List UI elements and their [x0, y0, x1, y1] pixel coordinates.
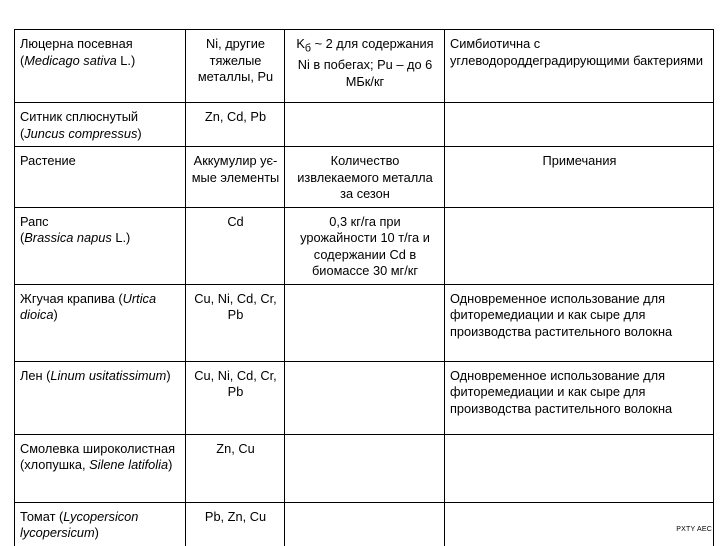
plant-name: Люцерна посевная: [20, 36, 133, 51]
plant-latin-suffix: ): [53, 307, 58, 322]
elements-cell: [186, 30, 285, 103]
table-row: [15, 434, 714, 502]
plant-latin-suffix: L.): [111, 230, 131, 245]
notes-text: Одновременное использование для фиторемедиации и как сыре для производства растительного волокна: [450, 367, 673, 416]
plant-latin: Medicago sativa: [24, 52, 117, 68]
elements-cell: [186, 284, 285, 361]
plant-latin-prefix: (: [20, 52, 25, 68]
plant-cell: [15, 502, 186, 546]
elements-text: Cd: [227, 213, 244, 229]
plant-latin: Brassica napus: [24, 230, 112, 245]
plant-latin-suffix: ): [168, 457, 173, 472]
plant-latin-suffix: ): [94, 525, 99, 540]
table-row: [15, 361, 714, 434]
table-row: [15, 207, 714, 284]
header-notes-cell: [445, 147, 714, 208]
amount-cell: [285, 284, 445, 361]
header-plant: Растение: [20, 153, 76, 168]
table-header-row: [15, 147, 714, 208]
plant-latin-suffix: L.): [116, 52, 136, 68]
amount-cell: [285, 30, 445, 103]
elements-text: Zn, Cu: [216, 440, 255, 456]
plant-latin: Urtica dioica: [20, 290, 157, 322]
elements-cell: [186, 502, 285, 546]
header-elements: Аккумулир ує-мые элементы: [191, 153, 280, 185]
notes-text: Симбиотична с углеводороддеградирующими бактериями: [450, 36, 703, 68]
header-amount: Количество извлекаемого металла за сезон: [297, 153, 433, 201]
notes-cell: [445, 207, 714, 284]
plant-latin-prefix: (: [20, 125, 25, 141]
plant-cell: [15, 207, 186, 284]
plant-name: Жгучая крапива (: [20, 290, 123, 306]
plant-latin-prefix: (: [20, 230, 25, 245]
plant-cell: [15, 103, 186, 147]
table-row: [15, 103, 714, 147]
elements-text: Zn, Cd, Pb: [204, 109, 267, 124]
amount-cell: [285, 434, 445, 502]
notes-cell: [445, 434, 714, 502]
elements-text: Pb, Zn, Cu: [204, 508, 267, 524]
phytoremediation-table: [14, 29, 714, 546]
plant-name: Томат (: [20, 508, 64, 524]
notes-cell: [445, 361, 714, 434]
table-row: [15, 30, 714, 103]
header-notes: Примечания: [542, 153, 617, 168]
notes-text: Одновременное использование для фиторемедиации и как сыре для производства растительного волокна: [450, 290, 673, 339]
plant-latin-suffix: ): [166, 367, 171, 383]
amount-text: ~ 2 для содержания Ni в побегах; Pu – до 6 МБк/кг: [297, 36, 434, 89]
footer-watermark: PXTY AEC: [676, 526, 712, 533]
amount-cell: [285, 103, 445, 147]
plant-latin: Lycopersicon lycopersicum: [20, 508, 139, 540]
elements-cell: [186, 361, 285, 434]
plant-latin-suffix: ): [137, 125, 142, 141]
plant-name: Ситник сплюснутый: [20, 109, 139, 124]
plant-latin: Silene latifolia: [89, 457, 169, 472]
notes-cell: [445, 284, 714, 361]
header-plant-cell: [15, 147, 186, 208]
plant-name: Смолевка широколистная (хлопушка,: [20, 440, 176, 472]
elements-text: Cu, Ni, Cd, Cr, Pb: [194, 367, 277, 399]
amount-cell: [285, 502, 445, 546]
plant-cell: [15, 30, 186, 103]
plant-name: Лен (: [20, 367, 51, 383]
plant-cell: [15, 361, 186, 434]
elements-cell: [186, 434, 285, 502]
header-amount-cell: [285, 147, 445, 208]
amount-text: 0,3 кг/га при урожайности 10 т/га и содержании Cd в биомассе 30 мг/кг: [300, 213, 430, 278]
elements-cell: [186, 207, 285, 284]
elements-text: Cu, Ni, Cd, Cr, Pb: [194, 290, 277, 322]
plant-cell: [15, 434, 186, 502]
elements-cell: [186, 103, 285, 147]
plant-latin: Linum usitatissimum: [50, 367, 167, 383]
plant-cell: [15, 284, 186, 361]
plant-latin: Juncus compressus: [24, 125, 138, 141]
plant-name: Рапс: [20, 213, 49, 229]
amount-cell: [285, 207, 445, 284]
table-row: [15, 284, 714, 361]
elements-text: Ni, другие тяжелые металлы, Pu: [197, 36, 274, 84]
notes-cell: [445, 103, 714, 147]
amount-cell: [285, 361, 445, 434]
amount-symbol: K: [296, 36, 305, 51]
amount-subscript: б: [304, 42, 312, 55]
notes-cell: [445, 30, 714, 103]
table-row: [15, 502, 714, 546]
header-elements-cell: [186, 147, 285, 208]
notes-cell: [445, 502, 714, 546]
